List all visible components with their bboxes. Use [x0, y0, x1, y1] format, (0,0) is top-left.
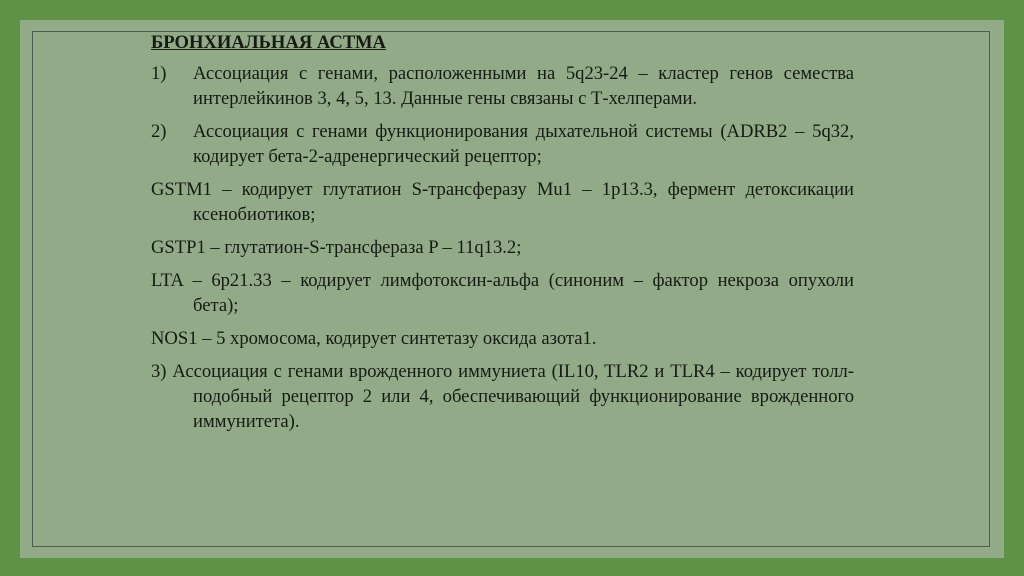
list-item-2-text: Ассоциация с генами функционирования дыхательной системы (ADRB2 – 5q32, кодирует бета-2-адренергический рецептор;	[193, 121, 854, 167]
slide-title: БРОНХИАЛЬНАЯ АСТМА	[151, 32, 386, 53]
gene-nos1: NOS1 – 5 хромосома, кодирует синтетазу оксида азота1.	[151, 328, 597, 349]
list-item-1-number: 1)	[151, 63, 167, 84]
gene-gstm1: GSTM1 – кодирует глутатион S-трансферазу Mu1 – 1p13.3, фермент детоксикации ксенобиотиков;	[151, 179, 854, 225]
list-item-1	[151, 61, 854, 111]
list-item-2-number: 2)	[151, 121, 167, 142]
list-item-3: 3) Ассоциация с генами врожденного иммуниета (IL10, TLR2 и TLR4 – кодирует толл-подобный рецептор 2 или 4, обеспечивающий функционирование врожденного иммунитета).	[151, 361, 854, 432]
gene-lta: LTA – 6p21.33 – кодирует лимфотоксин-альфа (синоним – фактор некроза опухоли бета);	[151, 270, 854, 316]
list-item-1-text: Ассоциация с генами, расположенными на 5q23-24 – кластер генов семества интерлейкинов 3, 4, 5, 13. Данные гены связаны с Т-хелперами.	[193, 63, 854, 109]
gene-gstp1: GSTP1 – глутатион-S-трансфераза P – 11q13.2;	[151, 237, 522, 258]
slide-content	[151, 30, 854, 442]
slide	[20, 20, 1004, 558]
list-item-2	[151, 119, 854, 169]
